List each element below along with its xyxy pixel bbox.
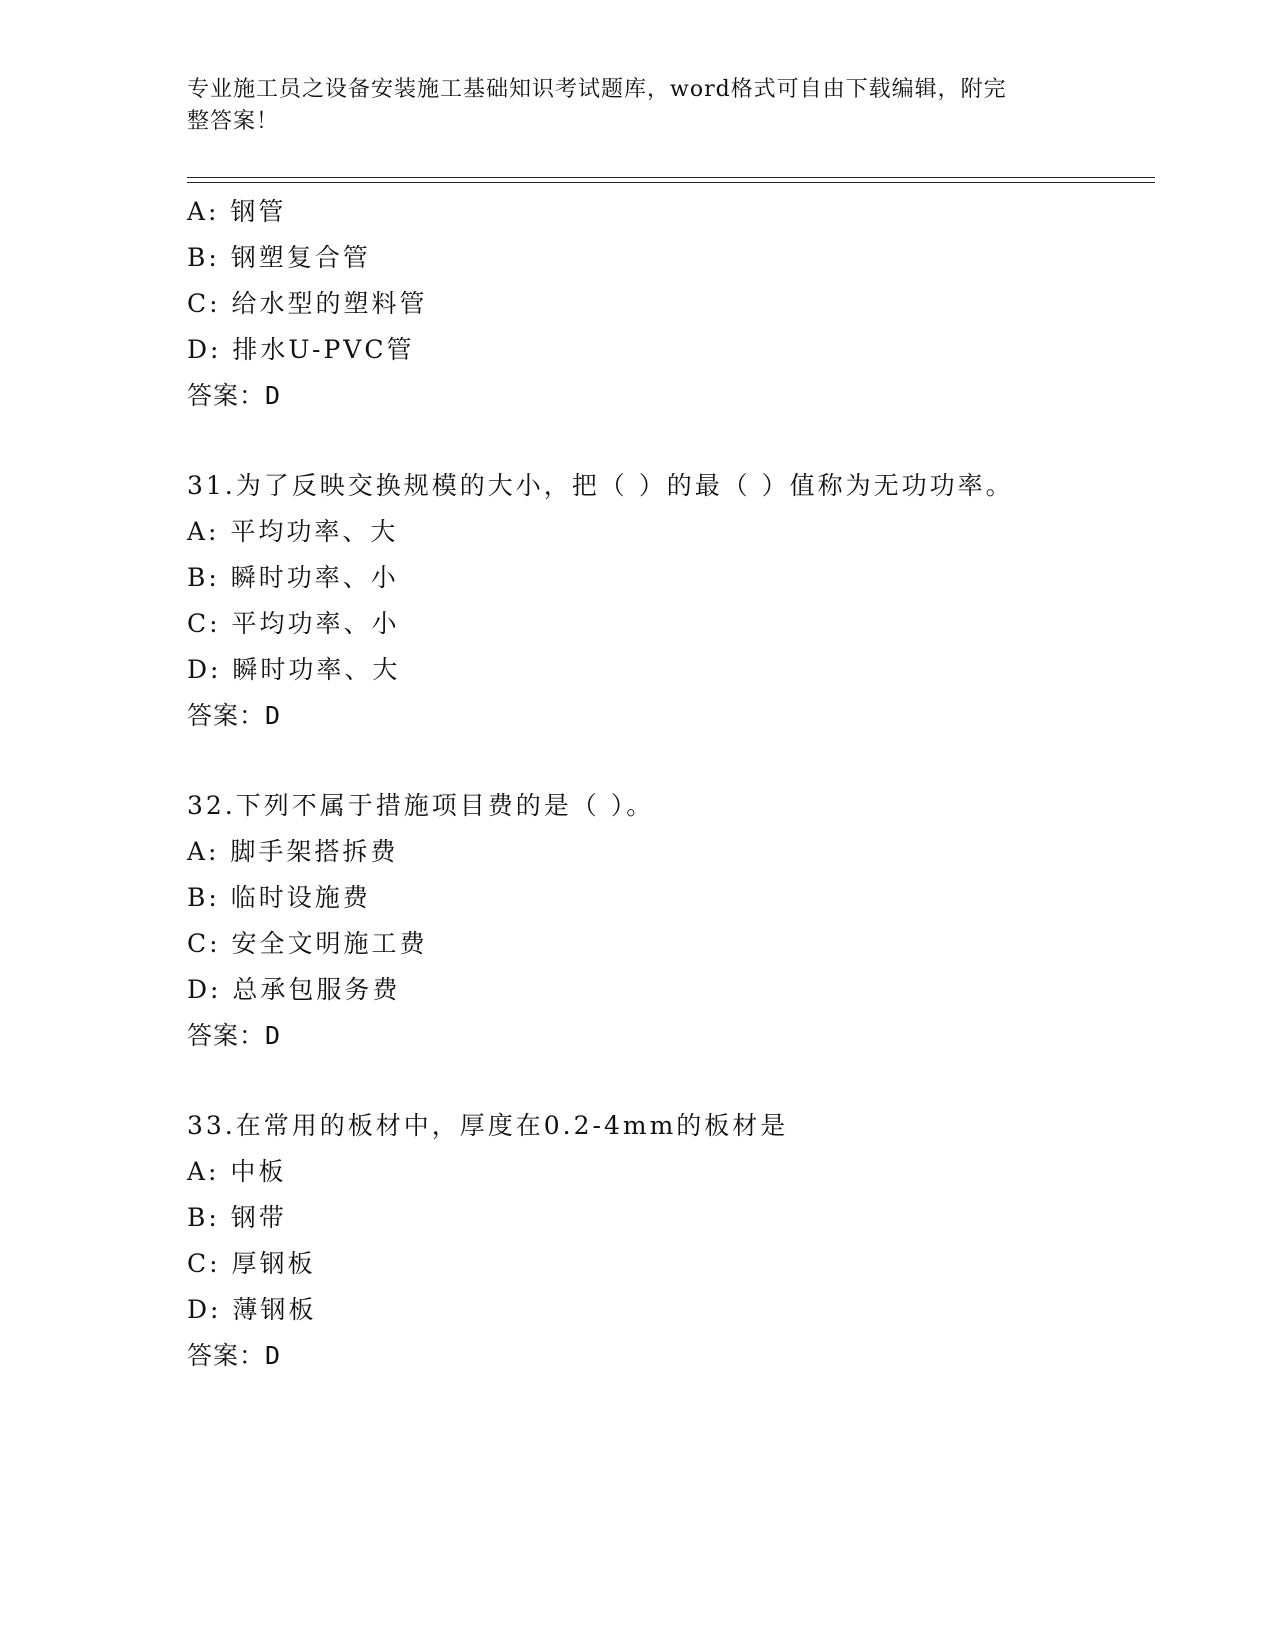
question-block-32 [187, 783, 1155, 1059]
option-a: A: 脚手架搭拆费 [187, 837, 399, 866]
header-rule-top [187, 177, 1155, 178]
answer-line: 答案：D [187, 1341, 282, 1370]
option-c: C: 安全文明施工费 [187, 929, 428, 958]
option-c: C: 给水型的塑料管 [187, 289, 428, 318]
option-d: D: 排水U-PVC管 [187, 335, 415, 364]
option-c: C: 厚钢板 [187, 1249, 316, 1278]
answer-line: 答案：D [187, 1021, 282, 1050]
question-stem: 32.下列不属于措施项目费的是（ ）。 [187, 791, 655, 820]
question-block-31 [187, 463, 1155, 739]
option-b: B: 临时设施费 [187, 883, 371, 912]
option-b: B: 瞬时功率、小 [187, 563, 399, 592]
question-block-33 [187, 1103, 1155, 1379]
spacer [187, 419, 1155, 463]
document-header [187, 74, 1067, 138]
header-line-2: 整答案！ [187, 109, 280, 134]
option-a: A: 平均功率、大 [187, 517, 399, 546]
question-block-prev [187, 189, 1155, 419]
option-b: B: 钢塑复合管 [187, 243, 371, 272]
document-body [187, 189, 1155, 1379]
option-d: D: 总承包服务费 [187, 975, 401, 1004]
answer-line: 答案：D [187, 701, 282, 730]
option-c: C: 平均功率、小 [187, 609, 400, 638]
option-a: A: 钢管 [187, 197, 287, 226]
spacer [187, 1059, 1155, 1103]
option-d: D: 薄钢板 [187, 1295, 317, 1324]
option-a: A: 中板 [187, 1157, 287, 1186]
question-stem: 31.为了反映交换规模的大小，把（ ）的最（ ）值称为无功功率。 [187, 471, 1014, 500]
header-line-1: 专业施工员之设备安装施工基础知识考试题库，word格式可自由下载编辑，附完 [187, 77, 1007, 102]
question-stem: 33.在常用的板材中，厚度在0.2-4mm的板材是 [187, 1111, 789, 1140]
spacer [187, 739, 1155, 783]
answer-line: 答案：D [187, 381, 282, 410]
option-d: D: 瞬时功率、大 [187, 655, 401, 684]
header-rule-bottom [187, 182, 1155, 183]
option-b: B: 钢带 [187, 1203, 287, 1232]
